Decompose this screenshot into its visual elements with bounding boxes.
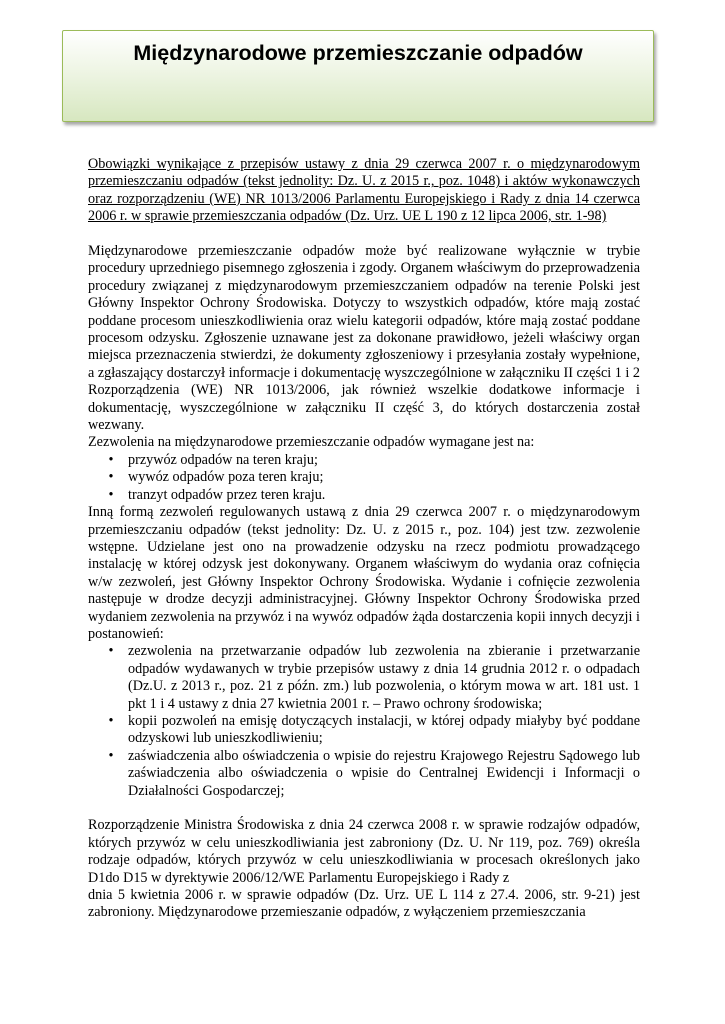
- list-item: • przywóz odpadów na teren kraju;: [88, 452, 640, 469]
- paragraph-preliminary-permit: Inną formą zezwoleń regulowanych ustawą z dnia 29 czerwca 2007 r. o międzynarodowym przemieszczaniu odpadów (tekst jednolity: Dz. U. z 2015 r., poz. 104) jest tzw. zezwolenie wstępne. Udzielane jest ono na prowadzenie odzysku na rzecz podmiotu prowadzącego instalację w której odzysk jest dokonywany. Organem właściwym do wydania oraz cofnięcia w/w zezwoleń, jest Główny Inspektor Ochrony Środowiska. Wydanie i cofnięcie zezwolenia następuje w drodze decyzji administracyjnej. Główny Inspektor Ochrony Środowiska przed wydaniem zezwolenia na przywóz i na wywóz odpadów żąda dostarczenia kopii innych decyzji i postanowień:: [88, 504, 640, 642]
- bullet-icon: •: [108, 451, 114, 468]
- document-body: [88, 156, 640, 922]
- list-item: • wywóz odpadów poza teren kraju;: [88, 469, 640, 486]
- paragraph-procedure: Międzynarodowe przemieszczanie odpadów może być realizowane wyłącznie w trybie procedury uprzedniego pisemnego zgłoszenia i zgody. Organem właściwym do przeprowadzenia procedury związanej z międzynarodowym przemieszczaniem odpadów na terenie Polski jest Główny Inspektor Ochrony Środowiska. Dotyczy to wszystkich odpadów, które mają zostać poddane procesom unieszkodliwienia oraz wielu kategorii odpadów, które mają zostać poddane procesom odzysku. Zgłoszenie uznawane jest za dokonane prawidłowo, jeżeli właściwy organ miejsca przeznaczenia stwierdzi, że dokumenty zgłoszeniowy i przesyłania zostały wypełnione, a zgłaszający dostarczył informacje i dokumentację wyszczególnione w załączniku II części 1 i 2 Rozporządzenia (WE) NR 1013/2006, jak również wszelkie dodatkowe informacje i dokumentację, wyszczególnione w załączniku II część 3, do których dostarczenia został wezwany.: [88, 243, 640, 434]
- bullet-icon: •: [108, 747, 114, 764]
- list-item: • zaświadczenia albo oświadczenia o wpisie do rejestru Krajowego Rejestru Sądowego lub zaświadczenia albo oświadczenia o wpisie do Centralnej Ewidencji i Informacji o Działalności Gospodarczej;: [88, 748, 640, 800]
- bullet-icon: •: [108, 486, 114, 503]
- page-title: Międzynarodowe przemieszczanie odpadów: [133, 41, 583, 65]
- intro-paragraph: Obowiązki wynikające z przepisów ustawy z dnia 29 czerwca 2007 r. o międzynarodowym przemieszczaniu odpadów (tekst jednolity: Dz. U. z 2015 r., poz. 1048) i aktów wykonawczych oraz rozporządzeniu (WE) NR 1013/2006 Parlamentu Europejskiego i Rady z dnia 14 czerwca 2006 r. w sprawie przemieszczania odpadów (Dz. Urz. UE L 190 z 12 lipca 2006, str. 1-98): [88, 156, 640, 225]
- bullet-icon: •: [108, 712, 114, 729]
- list-item: • tranzyt odpadów przez teren kraju.: [88, 487, 640, 504]
- paragraph-gap: [88, 226, 640, 243]
- list-item: • kopii pozwoleń na emisję dotyczących instalacji, w której odpady miałyby być poddane odzyskowi lub unieszkodliwieniu;: [88, 713, 640, 748]
- list-item: • zezwolenia na przetwarzanie odpadów lub zezwolenia na zbieranie i przetwarzanie odpadów wydawanych w trybie przepisów ustawy z dnia 14 grudnia 2012 r. o odpadach (Dz.U. z 2013 r., poz. 21 z późn. zm.) lub pozwolenia, o którym mowa w art. 181 ust. 1 pkt 1 i 4 ustawy z dnia 27 kwietnia 2001 r. – Prawo ochrony środowiska;: [88, 643, 640, 713]
- bullet-icon: •: [108, 643, 114, 660]
- paragraph-gap: [88, 800, 640, 817]
- permits-list: [88, 452, 640, 504]
- permits-intro: Zezwolenia na międzynarodowe przemieszczanie odpadów wymagane jest na:: [88, 434, 535, 451]
- title-box: [62, 30, 654, 122]
- bullet-icon: •: [108, 469, 114, 486]
- paragraph-regulation: Rozporządzenie Ministra Środowiska z dnia 24 czerwca 2008 r. w sprawie rodzajów odpadów, których przywóz w celu unieszkodliwiania jest zabroniony (Dz. U. Nr 119, poz. 769) określa rodzaje odpadów, których przywóz w celu unieszkodliwiania w procesach określonych jako D1do D15 w dyrektywie 2006/12/WE Parlamentu Europejskiego i Rady z dnia 5 kwietnia 2006 r. w sprawie odpadów (Dz. Urz. UE L 114 z 27.4. 2006, str. 9-21) jest zabroniony. Międzynarodowe przemieszanie odpadów, z wyłączeniem przemieszczania: [88, 817, 640, 921]
- documents-list: [88, 643, 640, 800]
